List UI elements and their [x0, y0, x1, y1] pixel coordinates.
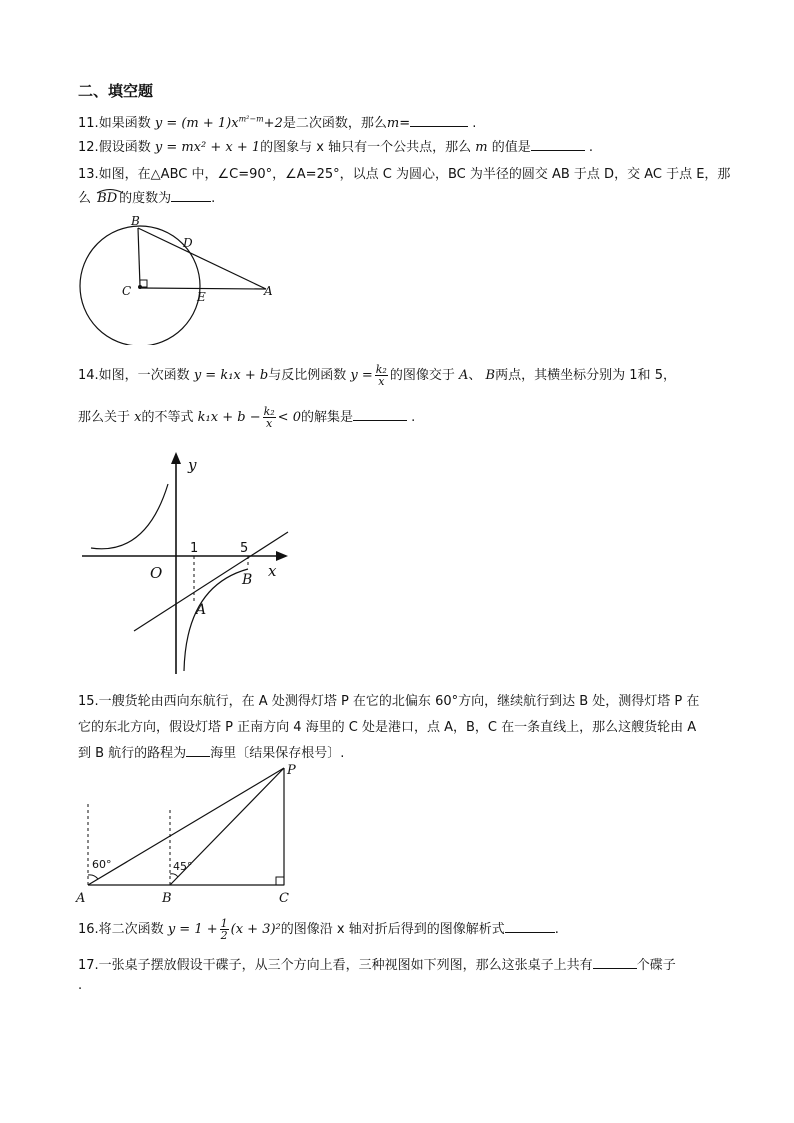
- period: .: [554, 922, 559, 937]
- point-a: A: [459, 368, 469, 383]
- label-a: A: [76, 891, 86, 906]
- right-angle-mark: [276, 877, 284, 885]
- period: .: [588, 140, 594, 155]
- segment-bc: [138, 228, 140, 286]
- label-b: B: [162, 891, 172, 906]
- question-text: 假设函数: [98, 140, 151, 155]
- question-11: [78, 112, 476, 131]
- y-arrow-icon: [171, 452, 181, 464]
- question-text: 两点，其横坐标分别为: [495, 368, 626, 383]
- answer-blank[interactable]: [171, 189, 211, 202]
- question-12: [78, 136, 593, 155]
- answer-blank[interactable]: [505, 920, 555, 933]
- variable: m: [475, 140, 488, 155]
- formula-inverse: y = $\frac{\text{k₂}}{x}$: [350, 363, 387, 388]
- arc-mark: [95, 188, 125, 194]
- question-15-line2: 它的东北方向，假设灯塔 P 正南方向 4 海里的 C 处是港口，点 A，B，C 在一条直线上，那么这艘货轮由 A: [78, 720, 697, 735]
- angle-45: 45°: [173, 860, 193, 873]
- angle-arc-a: [88, 875, 98, 879]
- answer-blank[interactable]: [353, 408, 407, 421]
- figure-14-graph: [76, 446, 296, 678]
- center-point: [138, 285, 142, 289]
- question-text: 的解集是: [300, 410, 353, 425]
- answer-blank[interactable]: [531, 138, 585, 151]
- hyperbola-branch-q4: [184, 569, 248, 671]
- question-text: 那么关于: [78, 410, 131, 425]
- question-number: 12.: [78, 140, 99, 155]
- label-x: x: [268, 562, 277, 580]
- arc-bd: BD: [95, 191, 119, 206]
- formula: y = 1 + $\frac{1}{2}$ (x + 3)²: [167, 917, 281, 942]
- variable: m: [386, 116, 400, 131]
- x-arrow-icon: [276, 551, 288, 561]
- question-text: 的不等式: [141, 410, 194, 425]
- question-14-line1: 14.如图，一次函数 y = k₁x + b与反比例函数 y = $\frac{\text{k₂}}{x}$ 的图像交于 A、 B两点，其横坐标分别为 1和 5，: [78, 363, 676, 388]
- question-14-line2: [78, 406, 415, 429]
- figure-13-circle-triangle: [76, 210, 286, 345]
- question-text: 个碟子: [636, 958, 676, 973]
- label-y: y: [188, 456, 197, 474]
- tick-5: 5: [240, 541, 249, 556]
- answer-blank[interactable]: [410, 114, 468, 127]
- question-text: 17.一张桌子摆放假设干碟子，从三个方向上看，三种视图如下列图，那么这张桌子上共有: [78, 958, 593, 973]
- answer-blank[interactable]: [186, 744, 210, 757]
- question-text: 如果函数: [98, 116, 151, 131]
- question-text: 的图象与 x 轴只有一个公共点，那么: [260, 140, 472, 155]
- label-o: O: [150, 564, 163, 582]
- label-a: A: [264, 284, 273, 298]
- question-text: 的值是: [491, 140, 531, 155]
- separator: 、: [468, 368, 482, 383]
- question-13-line1: 13.如图，在△ABC 中，∠C=90°，∠A=25°，以点 C 为圆心，BC 为半径的圆交 AB 于点 D，交 AC 于点 E，那: [78, 167, 731, 182]
- formula-linear: y = k₁x + b: [193, 368, 269, 383]
- segment-ab: [138, 228, 266, 289]
- question-16: [78, 918, 559, 941]
- formula: y = mx² + x + 1: [154, 140, 261, 155]
- value-1: 1: [629, 368, 638, 383]
- question-15-line1: 15.一艘货轮由西向东航行，在 A 处测得灯塔 P 在它的北偏东 60°方向，继续航行到达 B 处，测得灯塔 P 在: [78, 694, 700, 709]
- question-text: 14.如图，一次函数: [78, 368, 190, 383]
- question-text: 16.将二次函数: [78, 922, 164, 937]
- angle-60: 60°: [92, 858, 112, 871]
- label-b: B: [242, 572, 253, 588]
- value-5: 5: [654, 368, 663, 383]
- question-13-line2: [78, 187, 215, 206]
- inequality: k₁x + b − $\frac{\text{k₂}}{x}$ < 0: [197, 405, 301, 430]
- point-b: B: [485, 368, 496, 383]
- formula: $y = (m + 1)x^{m^2-m}+2$: [154, 114, 283, 131]
- variable: x: [134, 410, 142, 425]
- period: .: [411, 410, 416, 425]
- label-c: C: [279, 891, 289, 906]
- question-text: 的图像交于: [389, 368, 455, 383]
- label-c: C: [122, 284, 132, 298]
- question-text: 与反比例函数: [268, 368, 347, 383]
- question-text: 么: [78, 191, 92, 206]
- question-15-line3: [78, 742, 344, 761]
- period: .: [211, 191, 216, 206]
- equals-sign: =: [399, 116, 411, 131]
- question-text: 的图像沿 x 轴对折后得到的图像解析式: [280, 922, 505, 937]
- question-text: 的度数为: [119, 191, 172, 206]
- question-number: 11.: [78, 116, 99, 131]
- hyperbola-branch-q2: [91, 484, 168, 549]
- question-17-line2: .: [78, 978, 83, 993]
- label-e: E: [197, 290, 206, 304]
- label-p: P: [287, 763, 296, 778]
- question-17: [78, 954, 676, 973]
- label-d: D: [183, 236, 193, 250]
- label-b: B: [131, 214, 140, 228]
- angle-arc-b: [170, 874, 178, 877]
- segment-ca: [140, 288, 266, 289]
- section-title: 二、填空题: [78, 82, 154, 100]
- question-text: 和: [637, 368, 651, 383]
- question-text: 是二次函数，那么: [282, 116, 387, 131]
- question-text: 到 B 航行的路程为: [78, 746, 187, 761]
- tick-1: 1: [190, 541, 199, 556]
- label-a: A: [196, 602, 207, 618]
- question-text: 海里〔结果保存根号〕.: [210, 746, 345, 761]
- answer-blank[interactable]: [593, 956, 637, 969]
- figure-15-navigation: [72, 760, 312, 908]
- period: .: [472, 116, 477, 131]
